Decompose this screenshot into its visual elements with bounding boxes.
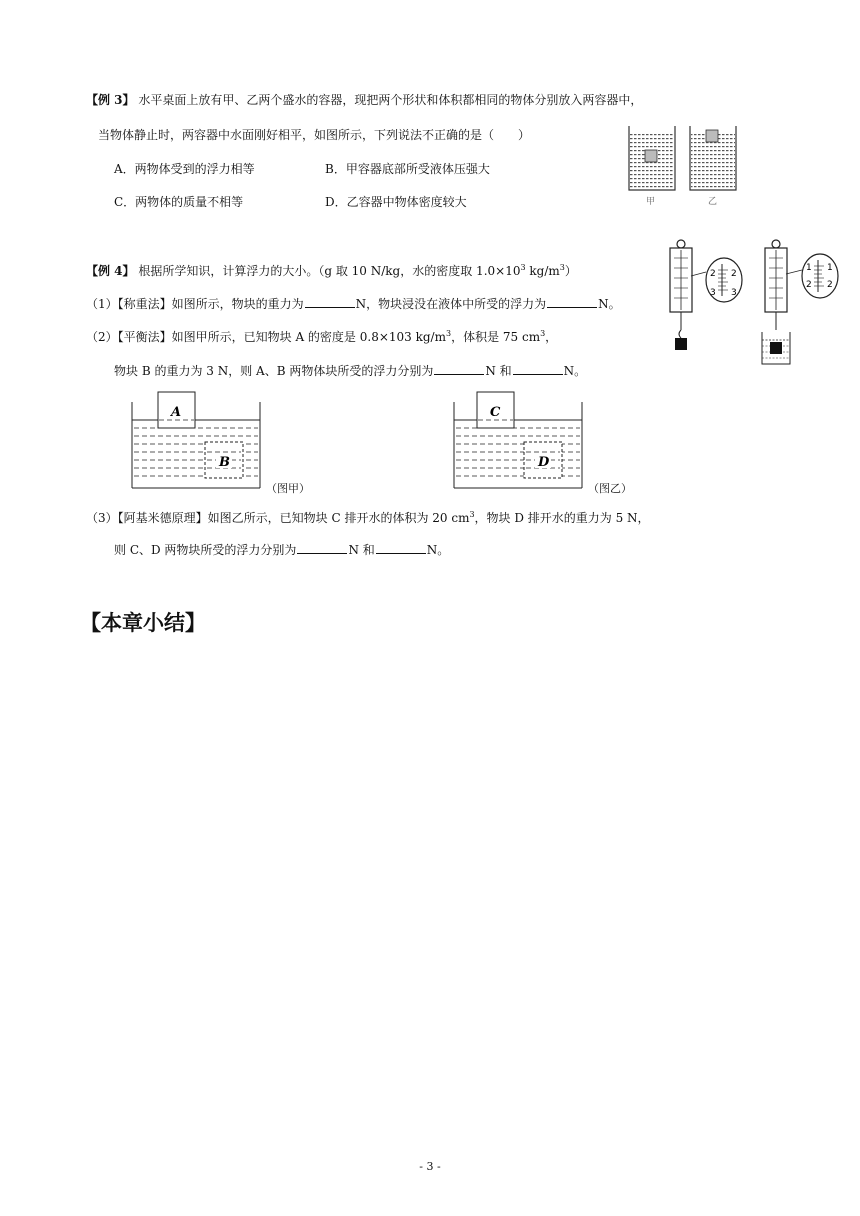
block-c-label: C: [490, 405, 501, 420]
ex4-stem-sup2: 3: [559, 263, 565, 272]
hanging-block-water: [770, 342, 782, 354]
ex4-q2-line2-b: N 和: [485, 364, 512, 378]
spring-scale-left: [670, 240, 742, 350]
ex4-q2-line2-a: 物块 B 的重力为 3 N，则 A、B 两物体块所受的浮力分别为: [114, 364, 434, 378]
ex3-containers-figure: [622, 122, 744, 210]
object-in-jia: [645, 150, 657, 162]
spring-scale-right: [762, 240, 838, 364]
ex4-q1-c: N。: [598, 297, 621, 311]
answer-blank-q1-buoyancy[interactable]: [547, 296, 597, 308]
ex4-q2-c: ，: [545, 330, 558, 344]
answer-blank-q3-c[interactable]: [297, 542, 347, 554]
ex4-q3-b: ，物块 D 排开水的重力为 5 N，: [474, 511, 650, 525]
ex4-q2-line2: [114, 363, 586, 379]
ex4-stem-b: kg/m: [525, 264, 560, 278]
ex4-stem-c: ）: [564, 264, 577, 278]
page-number: - 3 -: [419, 1160, 441, 1173]
container-yi: [690, 126, 736, 190]
block-b-label: B: [219, 455, 230, 470]
answer-blank-q2-a[interactable]: [434, 363, 484, 375]
label-yi: 乙: [708, 197, 718, 207]
ex4-stem: [86, 263, 577, 279]
scale-right-top-num2: 1: [827, 263, 833, 273]
hanging-block-air: [675, 338, 687, 350]
block-a-label: A: [171, 405, 182, 420]
scale-right-bot-num: 2: [806, 280, 812, 290]
ex4-q3-line2: [114, 542, 449, 558]
figure-jia-tank: [128, 390, 262, 492]
ex3-stem-line2: 当物体静止时，两容器中水面刚好相平，如图所示，下列说法不正确的是（ ）: [98, 128, 531, 142]
container-jia: [629, 126, 675, 190]
ex4-q3-line2-c: N。: [426, 543, 450, 557]
ex3-stem1: 水平桌面上放有甲、乙两个盛水的容器，现把两个形状和体积都相同的物体分别放入两容器中，: [134, 93, 643, 107]
ex4-q3-sup: 3: [469, 510, 475, 519]
label-jia: 甲: [646, 197, 656, 207]
ex4-q3-line2-b: N 和: [348, 543, 375, 557]
spring-scale-figure: [656, 236, 846, 376]
ex4-q2: [86, 329, 557, 345]
ex4-q3-a: （3）【阿基米德原理】如图乙所示，已知物块 C 排开水的体积为 20 cm: [86, 511, 470, 525]
answer-blank-q2-b[interactable]: [513, 363, 563, 375]
answer-blank-q1-weight[interactable]: [305, 296, 355, 308]
figure-yi-tank: [450, 390, 584, 492]
ex4-q2-sup: 3: [445, 329, 452, 338]
ex4-stem-sup: 3: [520, 263, 526, 272]
caption-figure-yi: （图乙）: [588, 482, 632, 495]
ex3-option-c: C．两物体的质量不相等: [114, 195, 244, 209]
scale-left-bot-num: 3: [710, 288, 716, 298]
ex4-q1: [86, 296, 621, 312]
ex3-option-a: A．两物体受到的浮力相等: [114, 162, 255, 176]
ex4-q1-a: （1）【称重法】如图所示，物块的重力为: [86, 297, 304, 311]
scale-right-bot-num2: 2: [827, 280, 833, 290]
ex3-option-b: B．甲容器底部所受液体压强大: [325, 162, 490, 176]
ex3-stem-line1: [86, 92, 642, 108]
block-d-label: D: [538, 455, 550, 470]
ex3-tag: 【例 3】: [86, 93, 135, 107]
chapter-summary-heading: 【本章小结】: [80, 611, 206, 635]
ex4-q2-b: ，体积是 75 cm: [451, 330, 541, 344]
object-in-yi: [706, 130, 718, 142]
scale-right-top-num: 1: [806, 263, 812, 273]
answer-blank-q3-d[interactable]: [376, 542, 426, 554]
scale-left-bot-num2: 3: [731, 288, 737, 298]
ex4-stem-a: 根据所学知识，计算浮力的大小。（g 取 10 N/kg，水的密度取 1.0×10: [134, 264, 521, 278]
ex3-option-d: D．乙容器中物体密度较大: [325, 195, 467, 209]
ex4-q2-a: （2）【平衡法】如图甲所示，已知物块 A 的密度是 0.8×103 kg/m: [86, 330, 446, 344]
ex4-tag: 【例 4】: [86, 264, 135, 278]
ex4-q2-line2-c: N。: [563, 364, 587, 378]
ex4-q1-b: N，物块浸没在液体中所受的浮力为: [355, 297, 547, 311]
caption-figure-jia: （图甲）: [266, 482, 310, 495]
ex4-q3-line2-a: 则 C、D 两物块所受的浮力分别为: [114, 543, 297, 557]
scale-left-top-num2: 2: [731, 269, 737, 279]
scale-left-top-num: 2: [710, 269, 716, 279]
ex4-q3: [86, 510, 650, 526]
ex4-q2-sup2: 3: [540, 329, 546, 338]
